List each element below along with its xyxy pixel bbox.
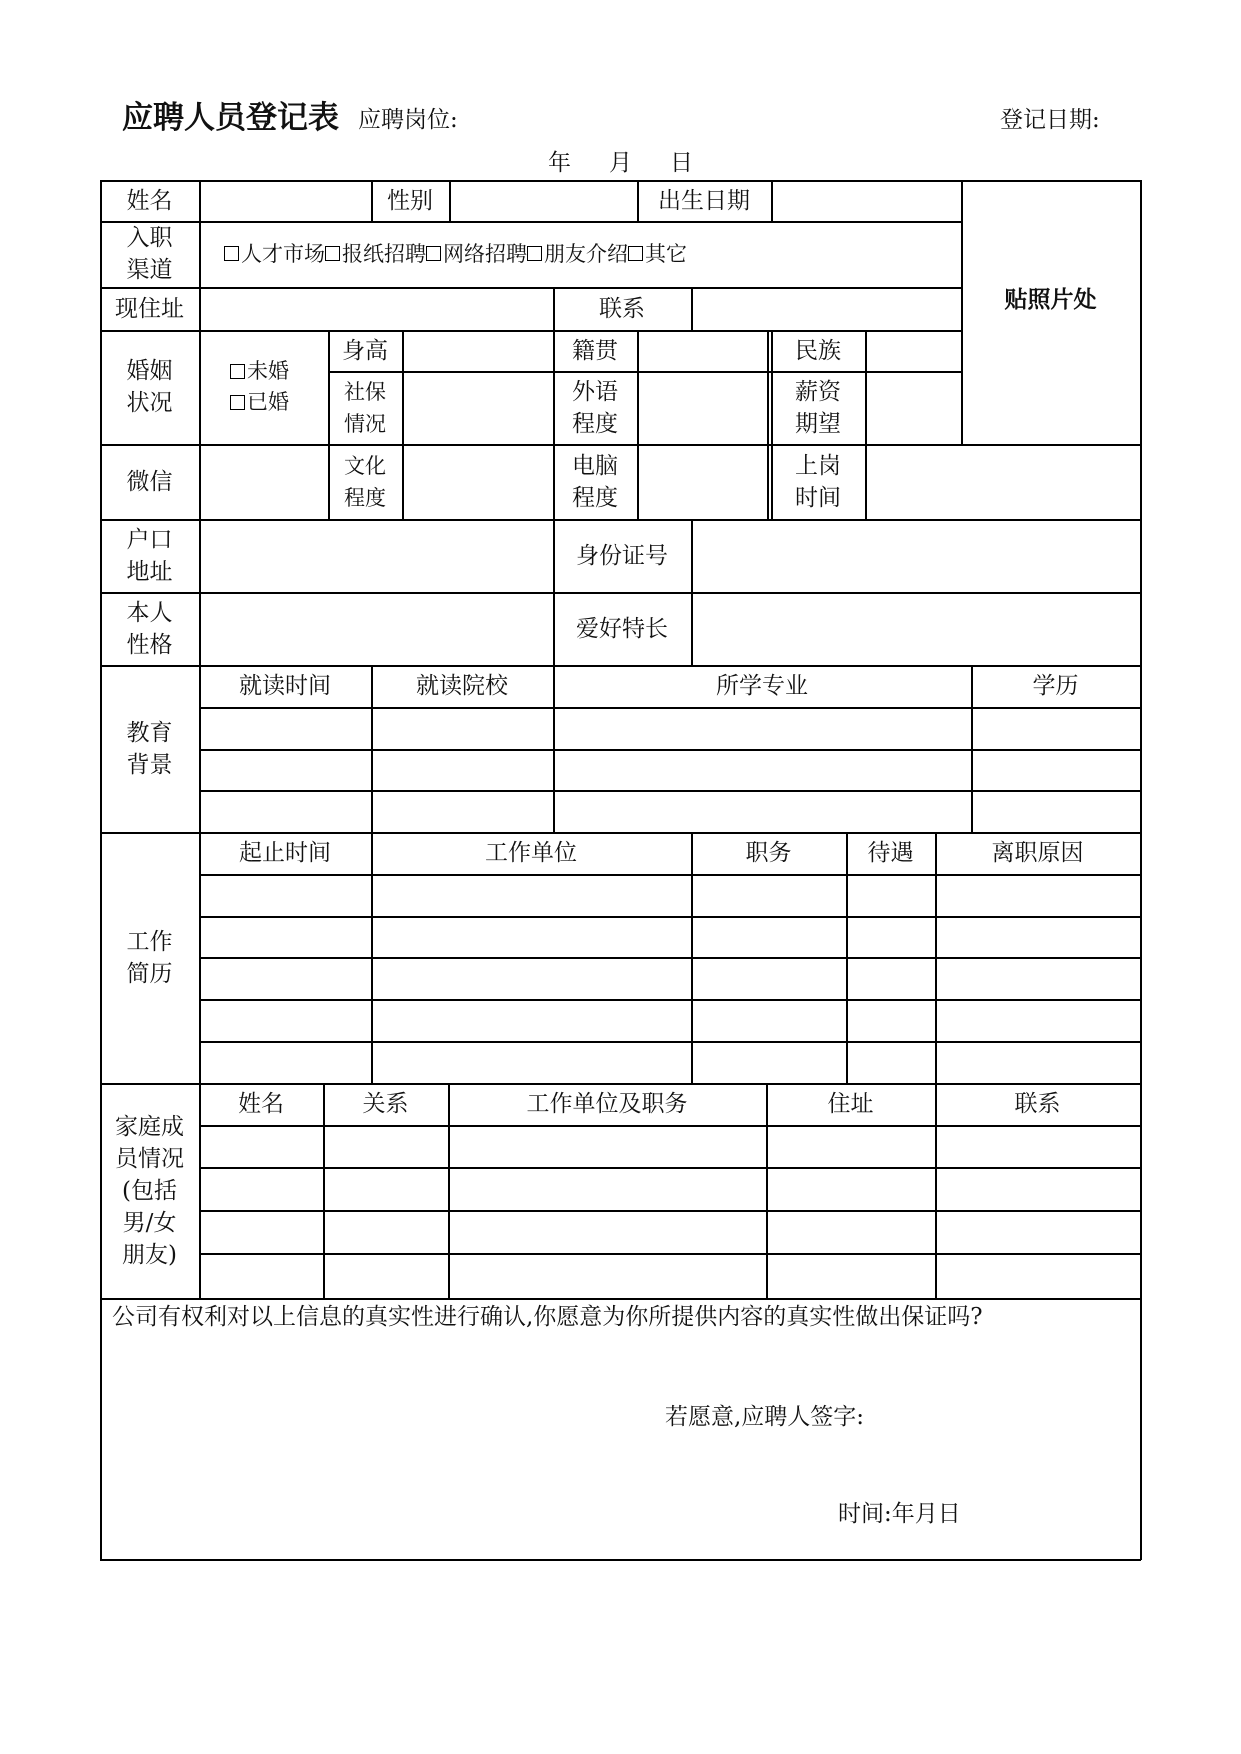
option-married: 已婚: [247, 390, 289, 414]
grid-line: [199, 1167, 1141, 1169]
personality-line2: 性格: [126, 631, 173, 658]
salary-line1: 薪资: [795, 378, 841, 405]
salary-expectation-label: [771, 371, 865, 444]
grid-line: [199, 180, 201, 1298]
family-label-line1: 家庭成: [115, 1113, 184, 1140]
grid-line: [691, 287, 693, 330]
photo-placeholder-label: 贴照片处: [1004, 287, 1097, 313]
education-col-school: 就读院校: [416, 673, 508, 699]
grid-line: [449, 180, 451, 221]
border-top: [100, 180, 1141, 182]
date-month: 月: [609, 150, 632, 176]
work-section-label: [100, 832, 199, 1083]
education-label-line2: 背景: [126, 751, 173, 778]
computer-skill-label: [553, 444, 637, 519]
option-talent-market: 人才市场: [241, 242, 325, 266]
work-col-position: 职务: [745, 840, 792, 866]
education-section-label: [100, 665, 199, 832]
marital-label-line1: 婚姻: [126, 358, 173, 384]
checkbox-talent-market[interactable]: [224, 246, 239, 261]
family-col-contact: 联系: [1014, 1091, 1061, 1117]
grid-line: [199, 957, 1141, 959]
gender-label: 性别: [387, 187, 433, 214]
grid-line: [691, 519, 693, 665]
family-label-line2: 员情况: [115, 1145, 184, 1172]
signature-date-label: 时间:年月日: [838, 1501, 961, 1527]
foreign-language-label: [553, 371, 637, 444]
grid-line: [767, 330, 769, 519]
family-col-name: 姓名: [238, 1091, 284, 1117]
current-address-label: 现住址: [115, 295, 184, 322]
foreign-language-line1: 外语: [572, 378, 618, 405]
hobbies-label: 爱好特长: [576, 615, 668, 642]
family-col-address: 住址: [827, 1091, 874, 1117]
channel-label-line1: 入职: [126, 225, 173, 251]
social-insurance-line2: 情况: [344, 411, 386, 436]
start-time-line1: 上岗: [795, 452, 841, 479]
grid-line: [199, 1253, 1141, 1255]
education-level-label: [328, 444, 402, 519]
applicant-signature-label: 若愿意,应聘人签字:: [665, 1404, 865, 1430]
family-col-employer-position: 工作单位及职务: [526, 1091, 688, 1117]
registration-form-table: [100, 180, 1141, 1560]
grid-line: [199, 749, 1141, 751]
grid-line: [199, 999, 1141, 1001]
contact-label: 联系: [599, 295, 645, 322]
border-right: [1140, 180, 1142, 1560]
marital-options: [230, 330, 328, 444]
grid-line: [199, 790, 1141, 792]
channel-label-line2: 渠道: [126, 257, 173, 283]
checkbox-unmarried[interactable]: [230, 364, 245, 379]
family-section-label: [100, 1083, 199, 1298]
form-title: 应聘人员登记表: [122, 100, 339, 136]
checkbox-married[interactable]: [230, 395, 245, 410]
social-insurance-label: [328, 371, 402, 444]
start-time-line2: 时间: [795, 484, 841, 511]
height-label: 身高: [342, 337, 388, 364]
family-label-line3: (包括: [122, 1177, 177, 1204]
family-label-line5: 朋友): [122, 1241, 177, 1268]
date-year: 年: [548, 150, 571, 176]
social-insurance-line1: 社保: [344, 379, 386, 404]
native-place-label: 籍贯: [572, 337, 618, 364]
option-online: 网络招聘: [443, 242, 527, 266]
option-friend-referral: 朋友介绍: [544, 242, 628, 266]
name-label: 姓名: [126, 187, 173, 214]
grid-line: [100, 1298, 1141, 1300]
channel-label: [100, 221, 199, 287]
registration-date-label: 登记日期:: [1000, 107, 1100, 133]
checkbox-other[interactable]: [628, 246, 643, 261]
grid-line: [865, 330, 867, 519]
personality-line1: 本人: [126, 599, 173, 626]
marital-label-line2: 状况: [126, 390, 173, 416]
checkbox-online[interactable]: [426, 246, 441, 261]
grid-line: [771, 180, 773, 221]
birth-date-label: 出生日期: [658, 187, 750, 214]
foreign-language-line2: 程度: [572, 410, 618, 437]
checkbox-friend-referral[interactable]: [527, 246, 542, 261]
education-level-line2: 程度: [344, 485, 386, 510]
education-col-major: 所学专业: [716, 673, 808, 699]
personality-label: [100, 592, 199, 665]
grid-line: [199, 916, 1141, 918]
date-day: 日: [670, 150, 693, 176]
option-newspaper: 报纸招聘: [342, 242, 426, 266]
computer-skill-line2: 程度: [572, 484, 618, 511]
family-col-relation: 关系: [362, 1091, 409, 1117]
family-label-line4: 男/女: [122, 1209, 177, 1236]
ethnicity-label: 民族: [795, 337, 841, 364]
applied-post-label: 应聘岗位:: [358, 107, 458, 133]
salary-line2: 期望: [795, 410, 841, 437]
work-col-compensation: 待遇: [867, 840, 914, 866]
id-number-label: 身份证号: [576, 542, 668, 569]
grid-line: [637, 330, 639, 519]
work-col-employer: 工作单位: [485, 840, 577, 866]
work-label-line1: 工作: [126, 928, 173, 955]
hukou-line1: 户口: [126, 526, 173, 553]
grid-line: [199, 1125, 1141, 1127]
work-col-leave-reason: 离职原因: [991, 840, 1084, 866]
grid-line: [199, 707, 1141, 709]
declaration-statement: 公司有权利对以上信息的真实性进行确认,你愿意为你所提供内容的真实性做出保证吗?: [112, 1304, 983, 1330]
grid-line: [199, 1210, 1141, 1212]
channel-options: [224, 221, 924, 287]
grid-line: [402, 330, 404, 519]
wechat-label: 微信: [126, 468, 173, 495]
start-time-label: [771, 444, 865, 519]
option-other: 其它: [645, 242, 687, 266]
grid-line: [100, 287, 961, 289]
work-col-period: 起止时间: [239, 840, 331, 866]
option-unmarried: 未婚: [247, 359, 289, 383]
grid-line: [199, 1041, 1141, 1043]
education-label-line1: 教育: [126, 719, 173, 746]
computer-skill-line1: 电脑: [572, 452, 618, 479]
grid-line: [199, 874, 1141, 876]
hukou-line2: 地址: [126, 558, 173, 585]
education-col-degree: 学历: [1032, 673, 1079, 699]
hukou-address-label: [100, 519, 199, 592]
border-bottom: [100, 1559, 1141, 1561]
education-col-period: 就读时间: [239, 673, 331, 699]
education-level-line1: 文化: [344, 453, 386, 478]
checkbox-newspaper[interactable]: [325, 246, 340, 261]
date-year-month-day: [548, 147, 731, 179]
work-label-line2: 简历: [126, 960, 173, 987]
marital-status-label: [100, 330, 199, 444]
